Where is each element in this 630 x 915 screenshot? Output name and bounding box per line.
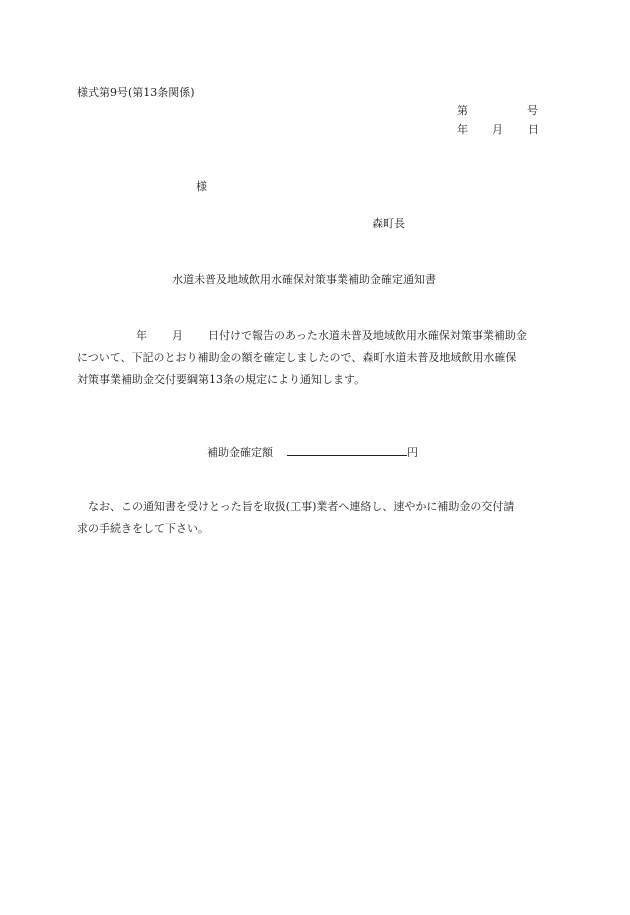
number-prefix: 第 [457,104,468,117]
sender: 森町長 [372,217,405,230]
body-year: 年 [136,329,147,342]
body-text-1: 日付けで報告のあった水道未普及地域飲用水確保対策事業補助金 [208,329,527,342]
body-paragraph [77,325,557,391]
number-line [457,104,538,118]
body-line-1 [77,325,557,347]
body-line-2: について、下記のとおり補助金の額を確定しましたので、森町水道未普及地域飲用水確保 [77,351,517,364]
form-label: 様式第9号(第13条関係) [77,86,195,99]
date-month: 月 [492,123,503,136]
addressee-suffix: 様 [196,180,207,193]
date-line [457,123,539,137]
note-line-2: 求の手続きをして下さい。 [77,522,209,535]
note-paragraph [77,496,557,540]
date-year: 年 [457,123,468,136]
date-day: 日 [528,123,539,136]
number-suffix: 号 [527,104,538,117]
note-line-1: なお、この通知書を受けとった旨を取扱(工事)業者へ連絡し、速やかに補助金の交付請 [88,500,515,513]
amount-blank-line [287,444,407,456]
amount-unit: 円 [407,446,418,459]
amount-label: 補助金確定額 [207,446,273,459]
body-month: 月 [172,329,183,342]
page-title: 水道未普及地域飲用水確保対策事業補助金確定通知書 [172,273,436,286]
body-line-3: 対策事業補助金交付要綱第13条の規定により通知します。 [77,373,366,386]
amount-row [207,444,418,460]
